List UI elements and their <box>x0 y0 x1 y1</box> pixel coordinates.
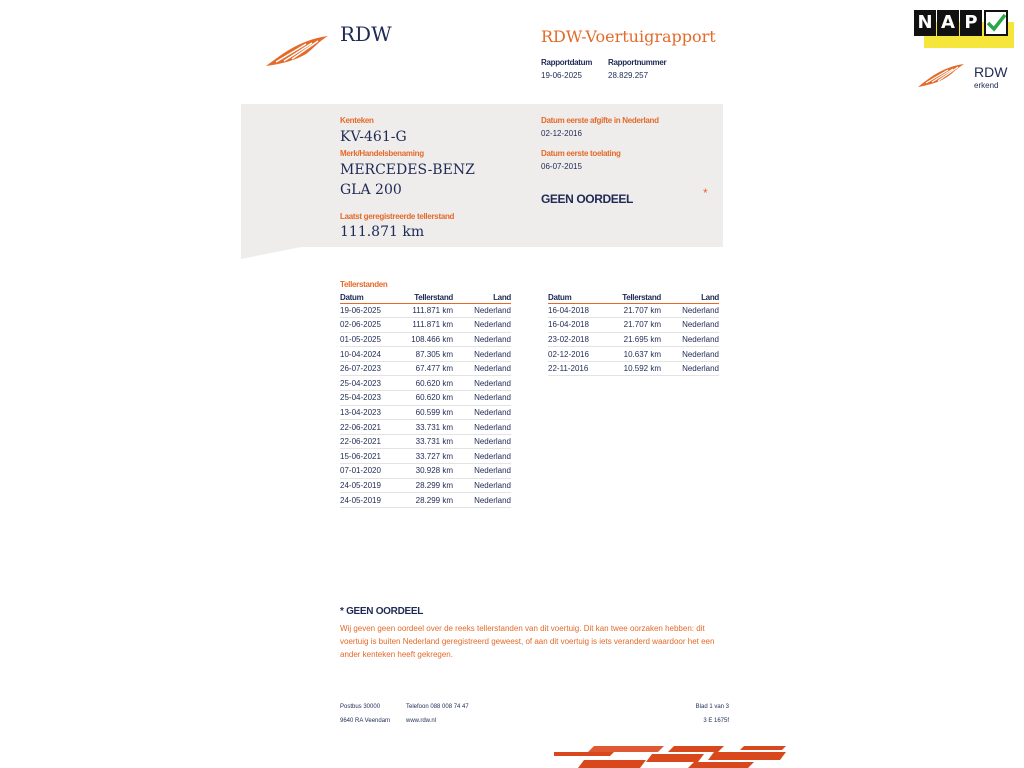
reading-date: 24-05-2019 <box>340 478 400 493</box>
reading-row <box>340 405 511 420</box>
reading-row <box>340 318 511 333</box>
reading-country: Nederland <box>453 405 511 420</box>
reading-row <box>340 493 511 508</box>
model-value: GLA 200 <box>340 182 402 198</box>
footer-address-line1: Postbus 30000 <box>340 704 381 710</box>
reading-km: 33.727 km <box>400 449 453 464</box>
reading-row <box>340 478 511 493</box>
reading-country: Nederland <box>453 318 511 333</box>
col-country-header: Land <box>453 292 511 303</box>
make-label: Merk/Handelsbenaming <box>340 149 424 158</box>
reading-country: Nederland <box>453 464 511 479</box>
reading-country: Nederland <box>453 347 511 362</box>
reading-country: Nederland <box>453 434 511 449</box>
erkend-subtitle: erkend <box>974 81 999 90</box>
reading-country: Nederland <box>661 361 719 376</box>
footer-address-line2: 9640 RA Veendam <box>340 718 391 724</box>
reading-row <box>548 303 719 318</box>
reading-date: 07-01-2020 <box>340 464 400 479</box>
reading-date: 25-04-2023 <box>340 376 400 391</box>
reading-km: 33.731 km <box>400 420 453 435</box>
panel-tail-decoration <box>241 247 301 259</box>
reading-date: 23-02-2018 <box>548 332 608 347</box>
reading-date: 16-04-2018 <box>548 318 608 333</box>
reading-date: 22-06-2021 <box>340 420 400 435</box>
reading-row <box>340 434 511 449</box>
reading-country: Nederland <box>453 478 511 493</box>
footer-website[interactable]: www.rdw.nl <box>406 718 437 724</box>
reading-row <box>340 332 511 347</box>
reading-km: 28.299 km <box>400 478 453 493</box>
reading-km: 111.871 km <box>400 303 453 318</box>
erkend-brand: RDW <box>974 64 1008 80</box>
reading-date: 02-12-2016 <box>548 347 608 362</box>
footer-code: 3 E 1675f <box>703 718 729 724</box>
reading-date: 01-05-2025 <box>340 332 400 347</box>
reading-country: Nederland <box>453 303 511 318</box>
rdw-erkend-feather-icon <box>918 62 966 88</box>
reading-country: Nederland <box>453 391 511 406</box>
reading-country: Nederland <box>453 420 511 435</box>
reading-date: 16-04-2018 <box>548 303 608 318</box>
nap-check-box <box>984 10 1008 36</box>
reading-country: Nederland <box>453 361 511 376</box>
reading-km: 21.707 km <box>608 303 661 318</box>
reading-km: 30.928 km <box>400 464 453 479</box>
reading-km: 33.731 km <box>400 434 453 449</box>
readings-table-right <box>548 292 719 376</box>
plate-value: KV-461-G <box>340 129 407 145</box>
footnote-text: Wij geven geen oordeel over de reeks tellerstanden van dit voertuig. Dit kan twee oorzaken hebben: dit voertuig is buiten Nederland geregistreerd geweest, of aan dit voertuig is iets veranderd waardoor het een ander kenteken heeft gekregen. <box>340 624 715 659</box>
footnote-title: * GEEN OORDEEL <box>340 606 424 617</box>
verdict-marker: * <box>703 186 708 200</box>
reading-row <box>340 449 511 464</box>
reading-date: 22-06-2021 <box>340 434 400 449</box>
reading-km: 67.477 km <box>400 361 453 376</box>
last-reading-label: Laatst geregistreerde tellerstand <box>340 212 455 221</box>
reading-country: Nederland <box>661 332 719 347</box>
reading-row <box>340 361 511 376</box>
nap-badge <box>914 10 1014 48</box>
reading-country: Nederland <box>661 318 719 333</box>
plate-label: Kenteken <box>340 116 374 125</box>
readings-table-left <box>340 292 511 508</box>
footer-page-number: Blad 1 van 3 <box>695 704 729 710</box>
reading-row <box>548 361 719 376</box>
col-date-header: Datum <box>340 292 400 303</box>
reading-date: 24-05-2019 <box>340 493 400 508</box>
first-nl-value: 02-12-2016 <box>541 129 582 138</box>
footer-phone: Telefoon 088 008 74 47 <box>406 704 469 710</box>
reading-country: Nederland <box>453 332 511 347</box>
checkmark-icon <box>986 12 1006 34</box>
reading-km: 10.637 km <box>608 347 661 362</box>
reading-date: 26-07-2023 <box>340 361 400 376</box>
reading-date: 15-06-2021 <box>340 449 400 464</box>
reading-date: 10-04-2024 <box>340 347 400 362</box>
reading-row <box>548 318 719 333</box>
col-country-header: Land <box>661 292 719 303</box>
reading-country: Nederland <box>453 376 511 391</box>
reading-row <box>340 303 511 318</box>
reading-km: 60.620 km <box>400 391 453 406</box>
reading-row <box>340 376 511 391</box>
brand-name: RDW <box>340 22 392 46</box>
reading-date: 19-06-2025 <box>340 303 400 318</box>
reading-row <box>548 347 719 362</box>
reading-km: 60.620 km <box>400 376 453 391</box>
last-reading-value: 111.871 km <box>340 224 425 240</box>
report-number-label: Rapportnummer <box>608 58 667 67</box>
verdict-value: GEEN OORDEEL <box>541 192 633 206</box>
col-km-header: Tellerstand <box>400 292 453 303</box>
reading-country: Nederland <box>661 303 719 318</box>
rdw-feather-logo-icon <box>266 34 330 68</box>
make-value: MERCEDES-BENZ <box>340 162 475 178</box>
footer-stripes-decoration <box>554 746 786 768</box>
reading-date: 25-04-2023 <box>340 391 400 406</box>
reading-km: 21.707 km <box>608 318 661 333</box>
reading-date: 02-06-2025 <box>340 318 400 333</box>
reading-row <box>340 420 511 435</box>
col-date-header: Datum <box>548 292 608 303</box>
report-title: RDW-Voertuigrapport <box>541 27 716 46</box>
nap-letter-p: P <box>960 10 982 36</box>
reading-row <box>548 332 719 347</box>
nap-letter-a: A <box>937 10 959 36</box>
nap-letter-n: N <box>914 10 936 36</box>
reading-country: Nederland <box>661 347 719 362</box>
reading-country: Nederland <box>453 493 511 508</box>
reading-km: 60.599 km <box>400 405 453 420</box>
reading-km: 28.299 km <box>400 493 453 508</box>
vehicle-summary-panel <box>241 104 723 247</box>
reading-km: 87.305 km <box>400 347 453 362</box>
col-km-header: Tellerstand <box>608 292 661 303</box>
reading-km: 21.695 km <box>608 332 661 347</box>
first-admission-label: Datum eerste toelating <box>541 149 621 158</box>
readings-title: Tellerstanden <box>340 280 388 289</box>
reading-country: Nederland <box>453 449 511 464</box>
report-number: 28.829.257 <box>608 71 649 80</box>
report-date-label: Rapportdatum <box>541 58 593 67</box>
reading-date: 13-04-2023 <box>340 405 400 420</box>
report-date: 19-06-2025 <box>541 71 582 80</box>
reading-row <box>340 347 511 362</box>
first-nl-label: Datum eerste afgifte in Nederland <box>541 116 659 125</box>
reading-km: 10.592 km <box>608 361 661 376</box>
reading-km: 108.466 km <box>400 332 453 347</box>
reading-row <box>340 464 511 479</box>
reading-date: 22-11-2016 <box>548 361 608 376</box>
first-admission-value: 06-07-2015 <box>541 162 582 171</box>
reading-km: 111.871 km <box>400 318 453 333</box>
reading-row <box>340 391 511 406</box>
